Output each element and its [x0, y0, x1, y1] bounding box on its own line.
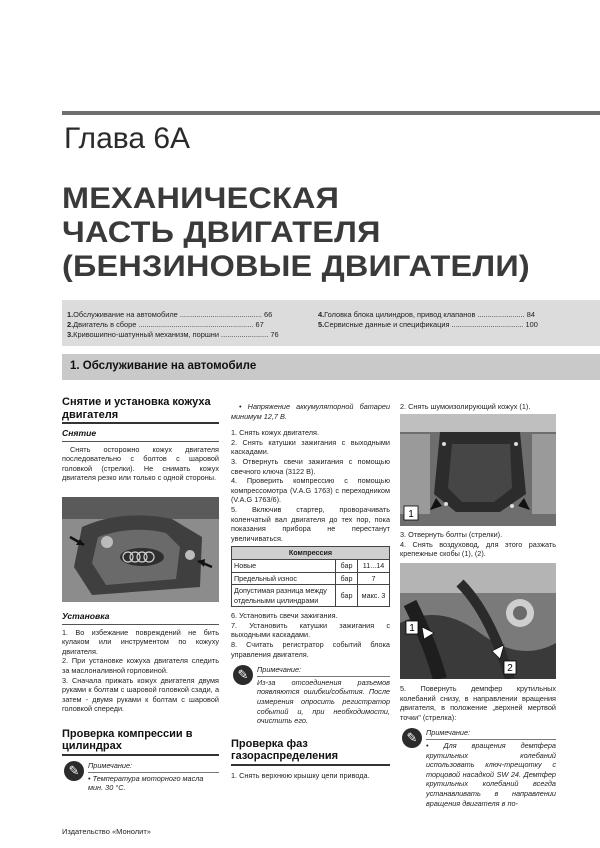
- compression-table: [231, 546, 390, 607]
- toc-item-2[interactable]: 2.Двигатель в сборе ........................................................ 67: [67, 320, 264, 329]
- air-duct-photo: [400, 563, 556, 679]
- step-5-damper: 5. Повернуть демпфер крутильных колебаний снизу, в направлении вращения двигателя, в положение „верхней мертвой точки" (стрелка):: [400, 684, 556, 722]
- step-3-bolts: 3. Отвернуть болты (стрелки).: [400, 530, 503, 539]
- subheading-rule: [62, 441, 219, 442]
- subheading-rule: [62, 624, 219, 625]
- heading-removal: Снятие: [62, 428, 97, 438]
- pen-icon: ✎: [64, 761, 84, 781]
- table-cell: макс. 3: [358, 585, 390, 607]
- heading-compression: Проверка компрессии в цилиндрах: [62, 727, 193, 753]
- note-text: • Для вращения демпфера крутильных колебаний использовать ключ-трещотку с торцовой насадкой SW 24. Демпфер крутильных колебаний всегда устанавливать в направлении вращения двигателя в по-: [426, 740, 556, 808]
- step-4-air-duct: 4. Снять воздуховод, для этого разжать крепежные скобы (1), (2).: [400, 539, 556, 559]
- toc-item-3[interactable]: 3.Кривошипно-шатунный механизм, поршни ....................... 76: [67, 330, 279, 339]
- title-line-1: МЕХАНИЧЕСКАЯ: [62, 182, 340, 215]
- title-line-3: (БЕНЗИНОВЫЕ ДВИГАТЕЛИ): [62, 250, 530, 283]
- install-item-3: 3. Сначала прижать кожух двигателя двумя руками к болтам с шаровой головкой сзади, а затем - двумя руками к болтам с шаровой головкой спереди.: [62, 675, 219, 714]
- table-cell: 7: [358, 572, 390, 585]
- heading-timing: Проверка фаз газораспределения: [231, 737, 339, 763]
- toc-item-5[interactable]: 5.Сервисные данные и спецификация ................................... 100: [318, 320, 538, 329]
- note-text: • Температура моторного масла мин. 30 °С.: [88, 773, 204, 793]
- top-rule: [62, 111, 600, 115]
- column-1-lower: [62, 608, 219, 797]
- table-header: Компрессия: [232, 547, 390, 560]
- table-cell: бар: [336, 572, 358, 585]
- heading-rule: [62, 754, 219, 756]
- chapter-title: [62, 182, 582, 284]
- step-1: 1. Снять кожух двигателя.: [231, 428, 319, 438]
- note-heading: Примечание:: [88, 761, 219, 773]
- removal-text: Снять осторожно кожух двигателя последовательно с болтов с шаровой головкой (стрелки). Не снимать кожух двигателя резко или только с одной стороны.: [62, 444, 219, 483]
- note-block: [231, 665, 390, 726]
- step-3: 3. Отвернуть свечи зажигания с помощью свечного ключа (3122 B).: [231, 456, 390, 476]
- install-item-2: 2. При установке кожуха двигателя следить за маслоналивной горловиной.: [62, 656, 219, 675]
- table-row: [232, 572, 390, 585]
- step-2: 2. Снять катушки зажигания с выходными каскадами.: [231, 437, 390, 457]
- note-block: [62, 761, 219, 793]
- engine-cover-photo: [62, 497, 219, 602]
- step-6: 6. Установить свечи зажигания.: [231, 611, 338, 621]
- table-cell: 11...14: [358, 559, 390, 572]
- note-block: [400, 728, 556, 808]
- table-cell: Предельный износ: [232, 572, 336, 585]
- timing-step-1: 1. Снять верхнюю крышку цепи привода.: [231, 770, 370, 780]
- table-cell: бар: [336, 559, 358, 572]
- column-3-lower: [400, 684, 556, 812]
- column-1: [62, 396, 219, 483]
- table-cell: Новые: [232, 559, 336, 572]
- note-heading: Примечание:: [257, 665, 390, 677]
- heading-install: Установка: [62, 611, 110, 621]
- install-item-1: 1. Во избежание повреждений не бить кулаком или инструментом по кожуху двигателя.: [62, 627, 219, 656]
- table-row: [232, 559, 390, 572]
- column-3: [400, 402, 556, 412]
- column-2: [231, 402, 390, 780]
- pen-icon: ✎: [402, 728, 422, 748]
- noise-cover-photo: [400, 414, 556, 526]
- step-7: 7. Установить катушки зажигания с выходными каскадами.: [231, 620, 390, 640]
- toc-item-4[interactable]: 4.Головка блока цилиндров, привод клапанов ....................... 84: [318, 310, 535, 319]
- voltage-bullet: • Напряжение аккумуляторной батареи минимум 12,7 В.: [231, 402, 390, 421]
- step-4: 4. Проверить компрессию с помощью компрессомотра (V.A.G 1763) с переходником (V.A.G 1763/6).: [231, 476, 390, 505]
- note-heading: Примечание:: [426, 728, 556, 740]
- step-5: 5. Включив стартер, проворачивать коленчатый вал двигателя до тех пор, пока показания прибора не перестанут увеличиваться.: [231, 504, 390, 543]
- toc-item-1[interactable]: 1.Обслуживание на автомобиле ........................................ 66: [67, 310, 273, 319]
- step-2-noise-cover: 2. Снять шумоизолирующий кожух (1).: [400, 402, 531, 411]
- column-3-mid: [400, 530, 556, 559]
- table-row: [232, 585, 390, 607]
- title-line-2: ЧАСТЬ ДВИГАТЕЛЯ: [62, 216, 381, 249]
- section-title: 1. Обслуживание на автомобиле: [70, 360, 257, 372]
- table-cell: бар: [336, 585, 358, 607]
- publisher-footer: Издательство «Монолит»: [62, 827, 151, 836]
- figure-label-1: 1: [408, 509, 414, 520]
- chapter-label: Глава 6А: [64, 122, 191, 155]
- note-text: Из-за отсоединения разъемов появляются ошибки/события. После измерения опросить регистратор событий и, при необходимости, очистить его.: [257, 677, 390, 726]
- step-8: 8. Считать регистратор событий блока управления двигателя.: [231, 640, 390, 659]
- heading-rule: [62, 422, 219, 424]
- table-cell: Допустимая разница между отдельными цилиндрами: [232, 585, 336, 607]
- heading-rule: [231, 764, 390, 766]
- pen-icon: ✎: [233, 665, 253, 685]
- heading-cover: Снятие и установка кожуха двигателя: [62, 396, 211, 421]
- figure-label-2: 2: [507, 663, 513, 674]
- figure-label-1: 1: [409, 623, 415, 634]
